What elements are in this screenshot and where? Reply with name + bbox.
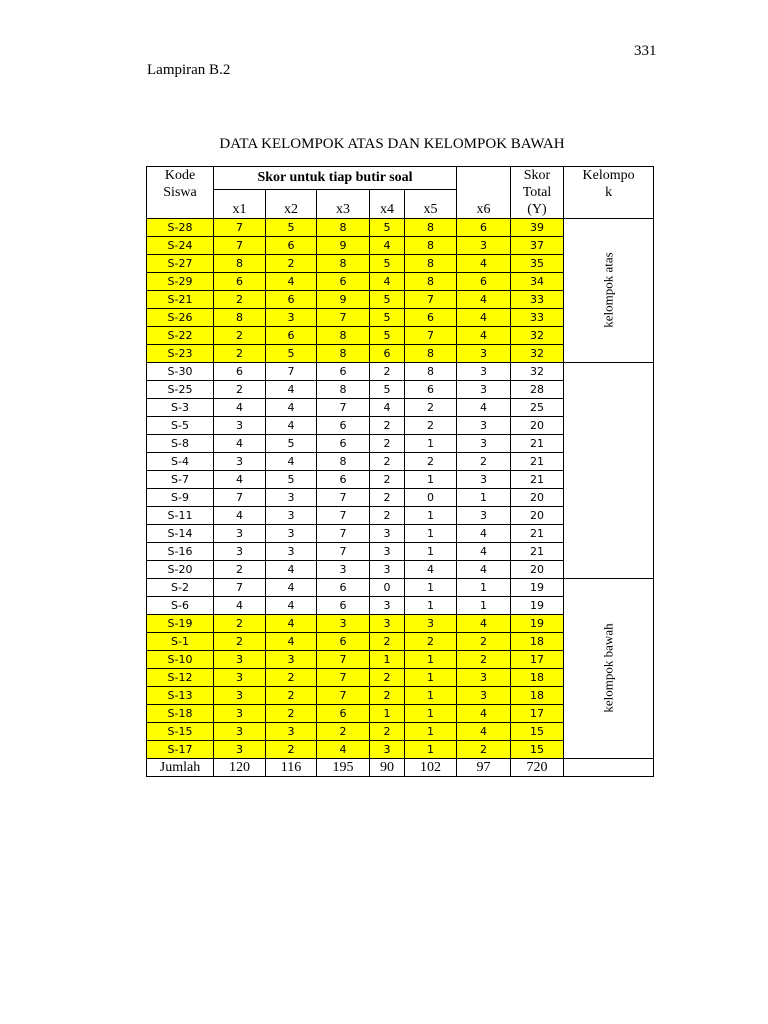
score-x3-cell: 8 (317, 453, 370, 471)
score-x4-cell: 6 (370, 345, 405, 363)
student-code-cell: S-9 (147, 489, 214, 507)
student-code-cell: S-1 (147, 633, 214, 651)
score-x1-cell: 6 (214, 363, 266, 381)
score-x1-cell: 7 (214, 219, 266, 237)
score-x1-cell: 3 (214, 687, 266, 705)
score-x3-cell: 6 (317, 363, 370, 381)
score-x2-cell: 5 (266, 435, 317, 453)
total-x6: 97 (457, 759, 511, 777)
score-x1-cell: 3 (214, 417, 266, 435)
score-x2-cell: 2 (266, 687, 317, 705)
score-x5-cell: 6 (405, 309, 457, 327)
header-group (564, 167, 654, 219)
total-score-cell: 39 (511, 219, 564, 237)
score-x6-cell: 2 (457, 453, 511, 471)
total-x2: 116 (266, 759, 317, 777)
appendix-label: Lampiran B.2 (147, 62, 231, 78)
total-score-cell: 18 (511, 633, 564, 651)
score-x1-cell: 3 (214, 741, 266, 759)
score-x6-cell: 3 (457, 507, 511, 525)
score-x4-cell: 2 (370, 417, 405, 435)
score-x2-cell: 3 (266, 309, 317, 327)
total-score-cell: 21 (511, 453, 564, 471)
score-x4-cell: 2 (370, 363, 405, 381)
score-x1-cell: 6 (214, 273, 266, 291)
score-x6-cell: 4 (457, 525, 511, 543)
score-x6-cell: 4 (457, 327, 511, 345)
score-x3-cell: 7 (317, 669, 370, 687)
total-x3: 195 (317, 759, 370, 777)
score-x5-cell: 1 (405, 471, 457, 489)
student-code-cell: S-17 (147, 741, 214, 759)
score-x1-cell: 3 (214, 669, 266, 687)
score-x3-cell: 6 (317, 633, 370, 651)
score-x5-cell: 1 (405, 687, 457, 705)
score-x2-cell: 3 (266, 489, 317, 507)
student-code-cell: S-25 (147, 381, 214, 399)
total-score-cell: 20 (511, 507, 564, 525)
header-total-line2: Total (522, 185, 552, 200)
total-score-cell: 35 (511, 255, 564, 273)
score-x1-cell: 4 (214, 435, 266, 453)
header-x4: x4 (370, 189, 405, 218)
score-x2-cell: 4 (266, 399, 317, 417)
student-code-cell: S-26 (147, 309, 214, 327)
score-x3-cell: 6 (317, 579, 370, 597)
group-label: kelompok bawah (600, 623, 616, 713)
score-x6-cell: 3 (457, 345, 511, 363)
score-x4-cell: 5 (370, 291, 405, 309)
header-x6: x6 (457, 189, 511, 218)
score-x4-cell: 1 (370, 705, 405, 723)
group-cell (564, 363, 654, 579)
total-score-cell: 19 (511, 579, 564, 597)
score-x3-cell: 7 (317, 399, 370, 417)
group-cell (564, 579, 654, 759)
total-label: Jumlah (147, 759, 214, 777)
score-x4-cell: 2 (370, 633, 405, 651)
score-x1-cell: 3 (214, 705, 266, 723)
student-code-cell: S-13 (147, 687, 214, 705)
score-x3-cell: 7 (317, 507, 370, 525)
score-x1-cell: 3 (214, 453, 266, 471)
total-group-blank (564, 759, 654, 777)
score-x1-cell: 4 (214, 597, 266, 615)
score-x5-cell: 8 (405, 255, 457, 273)
score-x3-cell: 8 (317, 327, 370, 345)
total-score-cell: 20 (511, 561, 564, 579)
score-x3-cell: 8 (317, 255, 370, 273)
score-x6-cell: 3 (457, 687, 511, 705)
header-x1: x1 (214, 189, 266, 218)
score-x2-cell: 2 (266, 705, 317, 723)
score-x3-cell: 6 (317, 471, 370, 489)
score-x4-cell: 5 (370, 309, 405, 327)
header-x2: x2 (266, 189, 317, 218)
score-x3-cell: 7 (317, 309, 370, 327)
score-x5-cell: 1 (405, 651, 457, 669)
score-x2-cell: 4 (266, 633, 317, 651)
score-x1-cell: 2 (214, 561, 266, 579)
score-x4-cell: 2 (370, 507, 405, 525)
header-code-line1: Kode (164, 168, 196, 183)
total-score-cell: 37 (511, 237, 564, 255)
score-x6-cell: 4 (457, 615, 511, 633)
score-x5-cell: 1 (405, 579, 457, 597)
score-x1-cell: 4 (214, 507, 266, 525)
score-x1-cell: 8 (214, 255, 266, 273)
score-x6-cell: 1 (457, 489, 511, 507)
total-row (147, 759, 654, 777)
total-score-cell: 33 (511, 291, 564, 309)
score-x2-cell: 4 (266, 615, 317, 633)
group-cell (564, 219, 654, 363)
table-row (147, 363, 654, 381)
score-x2-cell: 6 (266, 327, 317, 345)
student-code-cell: S-20 (147, 561, 214, 579)
score-x6-cell: 2 (457, 741, 511, 759)
header-group-line1: Kelompo (582, 168, 635, 183)
total-score-cell: 34 (511, 273, 564, 291)
score-x3-cell: 7 (317, 687, 370, 705)
score-x5-cell: 1 (405, 723, 457, 741)
score-x5-cell: 2 (405, 399, 457, 417)
score-x2-cell: 7 (266, 363, 317, 381)
score-x6-cell: 4 (457, 399, 511, 417)
score-x6-cell: 3 (457, 237, 511, 255)
page-number: 331 (634, 43, 657, 59)
student-code-cell: S-21 (147, 291, 214, 309)
score-x4-cell: 5 (370, 219, 405, 237)
score-x5-cell: 8 (405, 363, 457, 381)
student-code-cell: S-14 (147, 525, 214, 543)
score-x3-cell: 6 (317, 273, 370, 291)
score-x5-cell: 3 (405, 615, 457, 633)
score-x4-cell: 3 (370, 543, 405, 561)
score-x1-cell: 3 (214, 723, 266, 741)
score-x5-cell: 8 (405, 273, 457, 291)
score-x6-cell: 4 (457, 543, 511, 561)
score-x6-cell: 4 (457, 309, 511, 327)
score-x5-cell: 1 (405, 741, 457, 759)
score-x5-cell: 7 (405, 327, 457, 345)
total-score-cell: 19 (511, 597, 564, 615)
table-row (147, 219, 654, 237)
table-title: DATA KELOMPOK ATAS DAN KELOMPOK BAWAH (219, 136, 565, 152)
student-code-cell: S-19 (147, 615, 214, 633)
score-x3-cell: 6 (317, 597, 370, 615)
score-x1-cell: 4 (214, 471, 266, 489)
student-code-cell: S-15 (147, 723, 214, 741)
score-x2-cell: 5 (266, 219, 317, 237)
score-x2-cell: 2 (266, 255, 317, 273)
score-x6-cell: 3 (457, 435, 511, 453)
score-x4-cell: 0 (370, 579, 405, 597)
score-x6-cell: 4 (457, 705, 511, 723)
total-score-cell: 15 (511, 741, 564, 759)
score-x6-cell: 3 (457, 417, 511, 435)
header-x3: x3 (317, 189, 370, 218)
score-x1-cell: 7 (214, 579, 266, 597)
total-score-cell: 21 (511, 471, 564, 489)
score-x2-cell: 3 (266, 651, 317, 669)
score-x1-cell: 2 (214, 381, 266, 399)
student-code-cell: S-28 (147, 219, 214, 237)
score-x4-cell: 3 (370, 615, 405, 633)
score-x6-cell: 1 (457, 597, 511, 615)
score-x4-cell: 3 (370, 561, 405, 579)
student-code-cell: S-11 (147, 507, 214, 525)
score-x6-cell: 4 (457, 723, 511, 741)
total-score-cell: 15 (511, 723, 564, 741)
header-x6-top (457, 167, 511, 190)
score-x2-cell: 3 (266, 543, 317, 561)
score-x5-cell: 1 (405, 669, 457, 687)
score-x2-cell: 3 (266, 507, 317, 525)
group-label: kelompok atas (600, 252, 616, 328)
score-x5-cell: 1 (405, 525, 457, 543)
student-code-cell: S-27 (147, 255, 214, 273)
student-code-cell: S-16 (147, 543, 214, 561)
score-x4-cell: 2 (370, 669, 405, 687)
score-x5-cell: 1 (405, 597, 457, 615)
table-body (147, 219, 654, 759)
score-x1-cell: 2 (214, 291, 266, 309)
score-x2-cell: 6 (266, 237, 317, 255)
score-x1-cell: 2 (214, 327, 266, 345)
total-score-cell: 32 (511, 345, 564, 363)
score-x2-cell: 2 (266, 741, 317, 759)
score-x1-cell: 4 (214, 399, 266, 417)
score-x2-cell: 6 (266, 291, 317, 309)
score-x1-cell: 7 (214, 237, 266, 255)
score-x2-cell: 4 (266, 381, 317, 399)
student-code-cell: S-7 (147, 471, 214, 489)
score-x3-cell: 8 (317, 381, 370, 399)
score-x1-cell: 2 (214, 615, 266, 633)
total-score-cell: 19 (511, 615, 564, 633)
score-x3-cell: 8 (317, 345, 370, 363)
score-x2-cell: 3 (266, 525, 317, 543)
score-x6-cell: 6 (457, 273, 511, 291)
total-score-cell: 18 (511, 687, 564, 705)
score-x2-cell: 4 (266, 597, 317, 615)
score-x1-cell: 7 (214, 489, 266, 507)
student-code-cell: S-6 (147, 597, 214, 615)
total-score-cell: 32 (511, 363, 564, 381)
score-x4-cell: 3 (370, 741, 405, 759)
score-x4-cell: 5 (370, 327, 405, 345)
score-x3-cell: 9 (317, 237, 370, 255)
header-student-code (147, 167, 214, 219)
score-x6-cell: 4 (457, 561, 511, 579)
score-x2-cell: 4 (266, 273, 317, 291)
header-group-line2: k (605, 185, 613, 200)
student-code-cell: S-24 (147, 237, 214, 255)
score-x4-cell: 3 (370, 525, 405, 543)
score-x6-cell: 2 (457, 651, 511, 669)
total-score-cell: 25 (511, 399, 564, 417)
score-x4-cell: 2 (370, 723, 405, 741)
student-code-cell: S-30 (147, 363, 214, 381)
score-x6-cell: 6 (457, 219, 511, 237)
total-score-cell: 17 (511, 705, 564, 723)
score-x2-cell: 5 (266, 345, 317, 363)
student-code-cell: S-22 (147, 327, 214, 345)
header-x5: x5 (405, 189, 457, 218)
score-x5-cell: 2 (405, 633, 457, 651)
total-score-cell: 21 (511, 525, 564, 543)
score-x4-cell: 2 (370, 471, 405, 489)
score-x5-cell: 2 (405, 417, 457, 435)
score-x5-cell: 7 (405, 291, 457, 309)
score-x1-cell: 3 (214, 651, 266, 669)
total-score-cell: 32 (511, 327, 564, 345)
student-code-cell: S-3 (147, 399, 214, 417)
score-x6-cell: 3 (457, 363, 511, 381)
score-x3-cell: 2 (317, 723, 370, 741)
score-x5-cell: 1 (405, 435, 457, 453)
total-score-cell: 20 (511, 489, 564, 507)
total-grand: 720 (511, 759, 564, 777)
score-x5-cell: 6 (405, 381, 457, 399)
score-x3-cell: 6 (317, 705, 370, 723)
score-x2-cell: 2 (266, 669, 317, 687)
score-x6-cell: 3 (457, 669, 511, 687)
student-code-cell: S-18 (147, 705, 214, 723)
score-x5-cell: 2 (405, 453, 457, 471)
total-score-cell: 28 (511, 381, 564, 399)
score-x2-cell: 4 (266, 561, 317, 579)
score-x6-cell: 3 (457, 381, 511, 399)
total-score-cell: 33 (511, 309, 564, 327)
score-x4-cell: 2 (370, 489, 405, 507)
score-x1-cell: 3 (214, 525, 266, 543)
table-row (147, 579, 654, 597)
score-x4-cell: 5 (370, 381, 405, 399)
total-score-cell: 18 (511, 669, 564, 687)
student-code-cell: S-4 (147, 453, 214, 471)
score-x4-cell: 4 (370, 399, 405, 417)
score-x3-cell: 6 (317, 435, 370, 453)
score-x5-cell: 8 (405, 237, 457, 255)
header-item-scores: Skor untuk tiap butir soal (214, 167, 457, 190)
score-x3-cell: 7 (317, 543, 370, 561)
score-x4-cell: 1 (370, 651, 405, 669)
score-x3-cell: 6 (317, 417, 370, 435)
score-x5-cell: 1 (405, 705, 457, 723)
score-x6-cell: 4 (457, 291, 511, 309)
score-x2-cell: 4 (266, 453, 317, 471)
header-total-line1: Skor (523, 168, 551, 183)
score-x3-cell: 7 (317, 651, 370, 669)
total-score-cell: 20 (511, 417, 564, 435)
score-table (146, 166, 654, 777)
score-x2-cell: 4 (266, 417, 317, 435)
student-code-cell: S-29 (147, 273, 214, 291)
score-x2-cell: 5 (266, 471, 317, 489)
score-x4-cell: 2 (370, 435, 405, 453)
score-x1-cell: 3 (214, 543, 266, 561)
score-x5-cell: 8 (405, 345, 457, 363)
student-code-cell: S-2 (147, 579, 214, 597)
student-code-cell: S-10 (147, 651, 214, 669)
total-x4: 90 (370, 759, 405, 777)
score-x4-cell: 2 (370, 453, 405, 471)
score-x3-cell: 3 (317, 615, 370, 633)
score-x1-cell: 2 (214, 345, 266, 363)
header-total-line3: (Y) (527, 202, 547, 217)
total-score-cell: 21 (511, 435, 564, 453)
total-x1: 120 (214, 759, 266, 777)
score-x4-cell: 3 (370, 597, 405, 615)
score-x4-cell: 5 (370, 255, 405, 273)
score-x5-cell: 0 (405, 489, 457, 507)
score-x5-cell: 1 (405, 507, 457, 525)
score-x2-cell: 4 (266, 579, 317, 597)
score-x1-cell: 2 (214, 633, 266, 651)
score-x5-cell: 1 (405, 543, 457, 561)
student-code-cell: S-8 (147, 435, 214, 453)
score-x3-cell: 3 (317, 561, 370, 579)
total-x5: 102 (405, 759, 457, 777)
header-total-score (511, 167, 564, 219)
header-code-line2: Siswa (163, 185, 197, 200)
student-code-cell: S-12 (147, 669, 214, 687)
score-x3-cell: 4 (317, 741, 370, 759)
score-x3-cell: 7 (317, 525, 370, 543)
score-x3-cell: 8 (317, 219, 370, 237)
score-x3-cell: 7 (317, 489, 370, 507)
score-x4-cell: 4 (370, 237, 405, 255)
score-x1-cell: 8 (214, 309, 266, 327)
student-code-cell: S-23 (147, 345, 214, 363)
score-x5-cell: 4 (405, 561, 457, 579)
score-x2-cell: 3 (266, 723, 317, 741)
student-code-cell: S-5 (147, 417, 214, 435)
score-x3-cell: 9 (317, 291, 370, 309)
score-x4-cell: 4 (370, 273, 405, 291)
score-x6-cell: 1 (457, 579, 511, 597)
score-x4-cell: 2 (370, 687, 405, 705)
score-x6-cell: 2 (457, 633, 511, 651)
total-score-cell: 21 (511, 543, 564, 561)
score-x6-cell: 4 (457, 255, 511, 273)
score-x5-cell: 8 (405, 219, 457, 237)
score-x6-cell: 3 (457, 471, 511, 489)
total-score-cell: 17 (511, 651, 564, 669)
